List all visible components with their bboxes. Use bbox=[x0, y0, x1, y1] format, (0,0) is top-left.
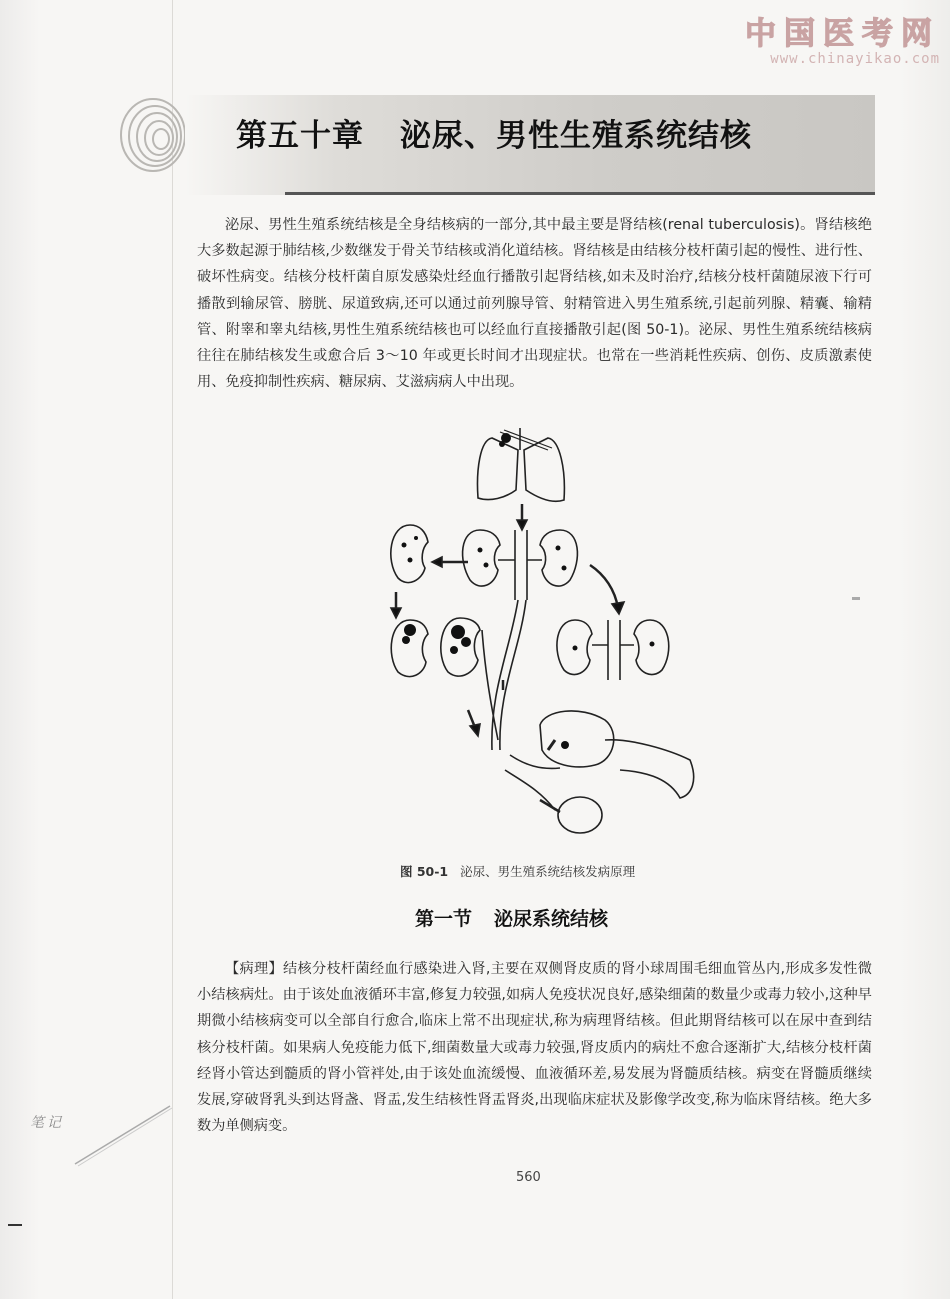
kidney-left bbox=[391, 525, 428, 583]
notes-margin bbox=[30, 1112, 64, 1132]
watermark-url: www.chinayikao.com bbox=[770, 51, 940, 67]
spiral-ornament-icon bbox=[118, 95, 188, 175]
section-heading bbox=[415, 904, 608, 931]
chapter-title-text: 泌尿、男性生殖系统结核 bbox=[400, 118, 752, 154]
figure-caption bbox=[400, 862, 690, 880]
lungs-illustration bbox=[478, 428, 565, 501]
page-number: 560 bbox=[516, 1170, 541, 1185]
figure-caption-text: 泌尿、男生殖系统结核发病原理 bbox=[460, 864, 636, 879]
watermark bbox=[745, 8, 940, 67]
pencil-line-icon bbox=[70, 1102, 180, 1172]
figure-number: 图 50-1 bbox=[400, 864, 449, 879]
edge-mark bbox=[852, 597, 860, 600]
testis bbox=[558, 797, 602, 833]
chapter-title bbox=[236, 110, 752, 155]
intro-paragraph: 泌尿、男性生殖系统结核是全身结核病的一部分,其中最主要是肾结核(renal tuberculosis)。肾结核绝大多数起源于肺结核,少数继发于骨关节结核或消化道结核。肾结核是由结核分枝杆菌引起的慢性、进行性、破坏性病变。结核分枝杆菌自原发感染灶经血行播散引起肾结核,如未及时治疗,结核分枝杆菌随尿液下行可播散到输尿管、膀胱、尿道致病,还可以通过前列腺导管、射精管进入男生殖系统,引起前列腺、精囊、输精管、附睾和睾丸结核,男性生殖系统结核也可以经血行直接播散引起(图 50-1)。泌尿、男性生殖系统结核病往往在肺结核发生或愈合后 3～10 年或更长时间才出现症状。也常在一些消耗性疾病、创伤、皮质激素使用、免疫抑制性疾病、糖尿病、艾滋病病人中出现。 bbox=[197, 217, 872, 391]
section-number: 第一节 bbox=[415, 908, 473, 930]
pathology-paragraph bbox=[197, 956, 872, 1139]
corner-mark bbox=[8, 1224, 22, 1226]
kidneys-center bbox=[463, 530, 500, 586]
pathology-text: 结核分枝杆菌经血行感染进入肾,主要在双侧肾皮质的肾小球周围毛细血管丛内,形成多发性微小结核病灶。由于该处血液循环丰富,修复力较强,如病人免疫状况良好,感染细菌的数量少或毒力较小,这种早期微小结核病变可以全部自行愈合,临床上常不出现症状,称为病理肾结核。但此期肾结核可以在尿中查到结核分枝杆菌。如果病人免疫能力低下,细菌数量大或毒力较强,肾皮质内的病灶不愈合逐渐扩大,结核分枝杆菌经肾小管达到髓质的肾小管袢处,由于该处血流缓慢、血液循环差,易发展为肾髓质结核。病变在肾髓质继续发展,穿破肾乳头到达肾盏、肾盂,发生结核性肾盂肾炎,出现临床症状及影像学改变,称为临床肾结核。绝大多数为单侧病变。 bbox=[197, 961, 872, 1135]
notes-label: 笔记 bbox=[30, 1115, 64, 1131]
chapter-number: 第五十章 bbox=[236, 118, 364, 154]
section-title-text: 泌尿系统结核 bbox=[494, 908, 609, 930]
ureter bbox=[492, 600, 526, 750]
tb-pathogenesis-figure bbox=[380, 420, 710, 835]
bladder bbox=[540, 711, 614, 767]
watermark-title: 中国医考网 bbox=[745, 16, 940, 52]
pathology-label: 【病理】 bbox=[225, 961, 283, 977]
